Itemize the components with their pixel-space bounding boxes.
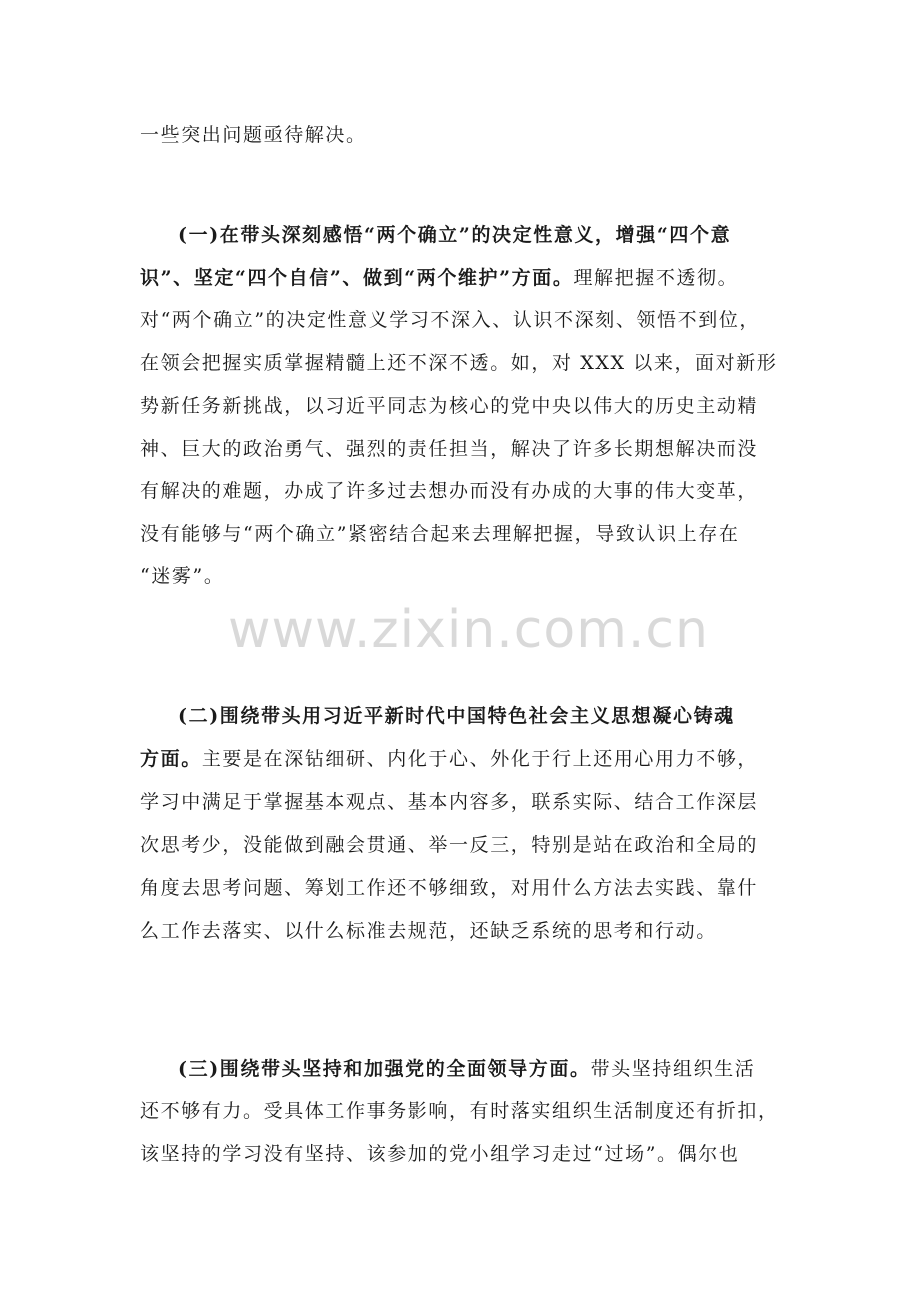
section-2-heading: (二)围绕带头用习近平新时代中国特色社会主义思想凝心铸魂 xyxy=(178,705,735,727)
section-2-text: 角度去思考问题、筹划工作还不够细致，对用什么方法去实践、靠什 xyxy=(140,877,759,899)
text-line xyxy=(178,694,800,738)
section-1-text: 没有能够与“两个确立”紧密结合起来去理解把握，导致认识上存在 xyxy=(140,523,740,545)
section-1-text: 神、巨大的政治勇气、强烈的责任担当，解决了许多长期想解决而没 xyxy=(140,438,759,460)
text-line xyxy=(140,113,800,157)
section-1-text: 势新任务新挑战，以习近平同志为核心的党中央以伟大的历史主动精 xyxy=(140,395,759,417)
text-line xyxy=(140,1089,800,1133)
text-line xyxy=(140,737,800,781)
section-1-text: 对“两个确立”的决定性意义学习不深入、认识不深刻、领悟不到位， xyxy=(140,309,761,331)
section-3-text: 带头坚持组织生活 xyxy=(590,1058,756,1080)
section-1-text: 在领会把握实质掌握精髓上还不深不透。如，对 XXX 以来，面对新形 xyxy=(140,352,778,374)
section-2-heading-cont: 方面。 xyxy=(140,748,202,770)
text-line xyxy=(140,554,800,598)
text-line xyxy=(140,823,800,867)
text-line xyxy=(178,213,800,257)
section-3-text: 还不够有力。受具体工作事务影响，有时落实组织生活制度还有折扣， xyxy=(140,1100,779,1122)
section-2-text: 么工作去落实、以什么标准去规范，还缺乏系统的思考和行动。 xyxy=(140,920,717,942)
section-1-text: 理解把握不透彻。 xyxy=(573,267,739,289)
text-line xyxy=(140,866,800,910)
text-line xyxy=(178,1047,800,1091)
text-line xyxy=(140,256,800,300)
section-1-text: 有解决的难题，办成了许多过去想办而没有办成的大事的伟大变革， xyxy=(140,480,759,502)
text-line xyxy=(140,780,800,824)
section-1-text: “迷雾”。 xyxy=(140,565,225,587)
text-line xyxy=(140,469,800,513)
text-line xyxy=(140,427,800,471)
section-3-text: 该坚持的学习没有坚持、该参加的党小组学习走过“过场”。偶尔也 xyxy=(140,1143,740,1165)
text-line xyxy=(140,1132,800,1176)
section-1-heading: (一)在带头深刻感悟“两个确立”的决定性意义，增强“四个意 xyxy=(178,224,732,246)
text-line xyxy=(140,512,800,556)
text-line xyxy=(140,298,800,342)
section-2-text: 次思考少，没能做到融会贯通、举一反三，特别是站在政治和全局的 xyxy=(140,834,759,856)
watermark-text: www.zixin.com.cn xyxy=(228,600,709,660)
section-2-text: 学习中满足于掌握基本观点、基本内容多，联系实际、结合工作深层 xyxy=(140,791,759,813)
section-1-heading-cont: 识”、坚定“四个自信”、做到“两个维护”方面。 xyxy=(140,267,574,289)
text-line xyxy=(140,384,800,428)
text-line xyxy=(140,909,800,953)
section-3-heading: (三)围绕带头坚持和加强党的全面领导方面。 xyxy=(178,1058,591,1080)
intro-text: 一些突出问题亟待解决。 xyxy=(140,124,367,146)
section-2-text: 主要是在深钻细研、内化于心、外化于行上还用心用力不够， xyxy=(201,748,759,770)
text-line xyxy=(140,341,800,385)
